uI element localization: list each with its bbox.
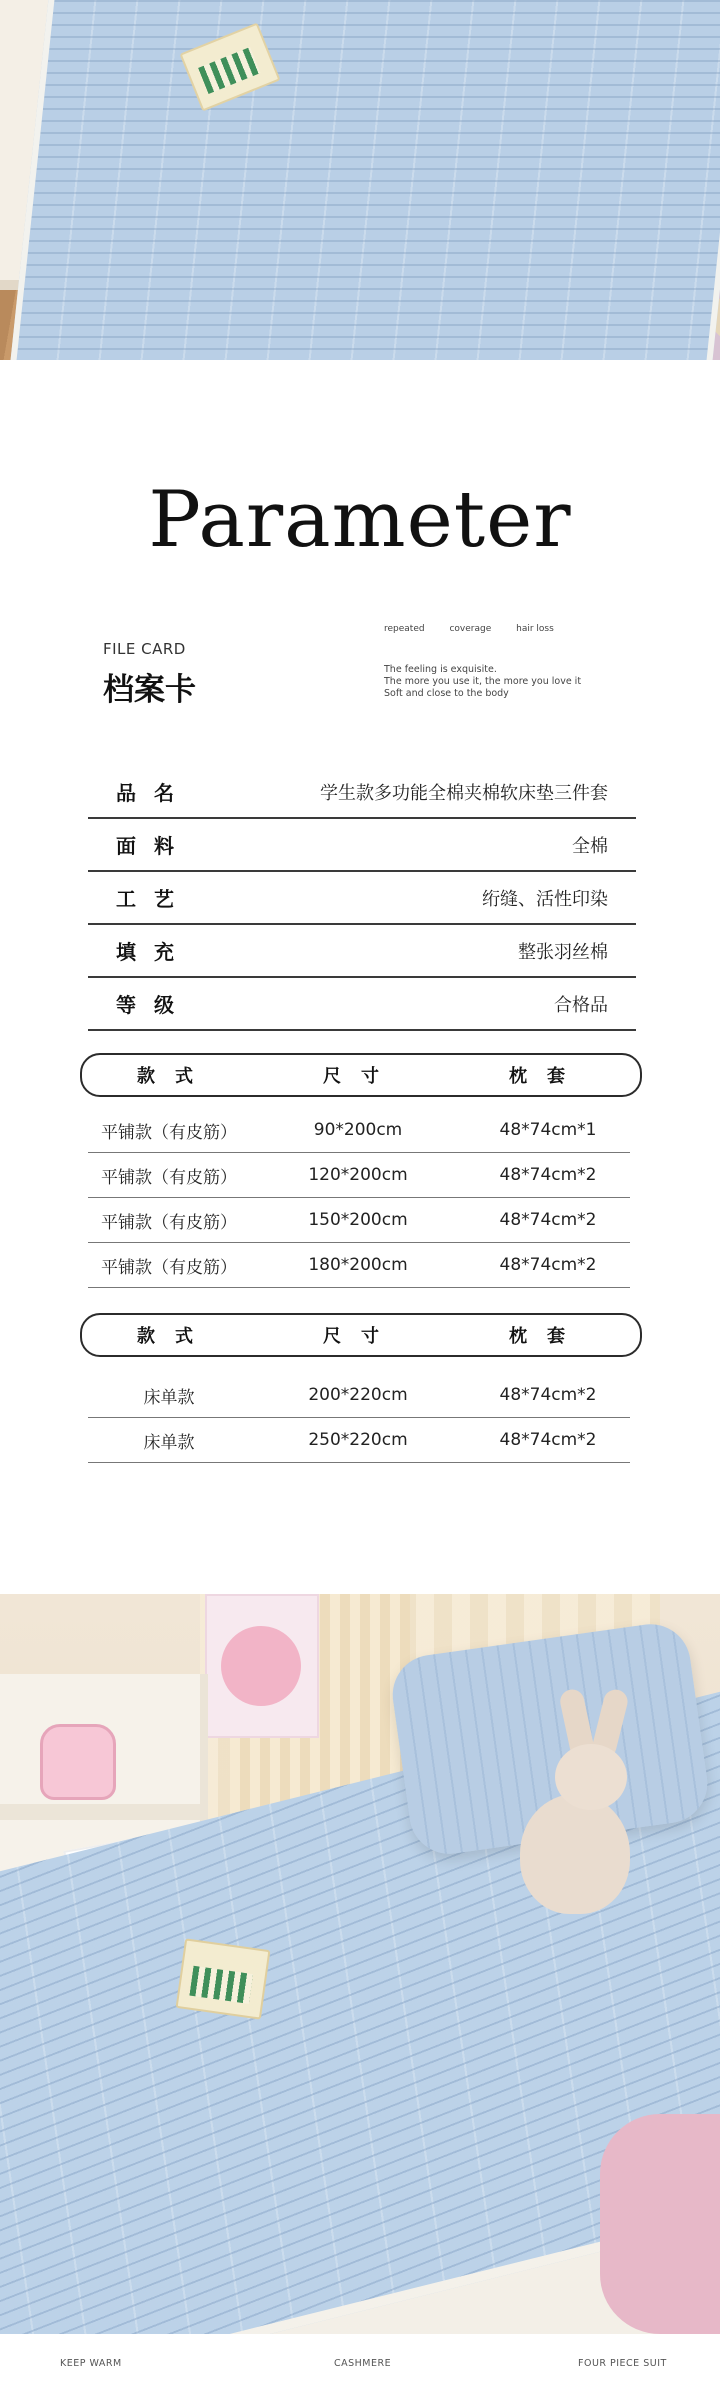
file-card-label: FILE CARD: [103, 640, 186, 658]
cell-pillowcase: 48*74cm*2: [499, 1165, 597, 1185]
info-label: 填充: [116, 940, 192, 964]
info-row-craft: [88, 872, 636, 925]
info-value: 合格品: [554, 994, 608, 1016]
size-table-header: [80, 1313, 642, 1357]
table-row: [88, 1153, 630, 1198]
footer-label: FOUR PIECE SUIT: [578, 2358, 667, 2369]
info-label: 等级: [116, 993, 192, 1017]
shelf-board: [0, 1804, 200, 1820]
info-value: 全棉: [572, 835, 608, 857]
file-card-title: 档案卡: [103, 672, 196, 708]
info-row-fabric: [88, 819, 636, 872]
info-value: 学生款多功能全棉夹棉软床垫三件套: [320, 782, 608, 804]
cell-size: 200*220cm: [308, 1385, 408, 1405]
cell-pillowcase: 48*74cm*2: [499, 1430, 597, 1450]
cell-style: 床单款: [143, 1432, 195, 1453]
blurb-text: [384, 664, 581, 700]
cell-size: 250*220cm: [308, 1430, 408, 1450]
cell-size: 90*200cm: [313, 1120, 403, 1140]
header-size: 尺寸: [323, 1066, 399, 1087]
pink-rug: [600, 2114, 720, 2334]
footer: [0, 2352, 720, 2400]
table-row: [88, 1418, 630, 1463]
bunny-plush: [520, 1794, 630, 1914]
info-value: 整张羽丝棉: [518, 941, 608, 963]
cell-pillowcase: 48*74cm*2: [499, 1255, 597, 1275]
size-table-sheet: [88, 1373, 630, 1463]
header-size: 尺寸: [323, 1326, 399, 1347]
bunny-head: [555, 1744, 627, 1810]
cell-pillowcase: 48*74cm*1: [499, 1120, 597, 1140]
cell-style: 平铺款（有皮筋）: [101, 1257, 237, 1278]
table-row: [88, 1243, 630, 1288]
cell-style: 床单款: [143, 1387, 195, 1408]
book-prop: [176, 1938, 271, 2019]
page-title: Parameter: [148, 475, 572, 565]
footer-label: CASHMERE: [334, 2358, 392, 2369]
cell-pillowcase: 48*74cm*2: [499, 1385, 597, 1405]
tag: repeated: [384, 624, 425, 634]
cell-pillowcase: 48*74cm*2: [499, 1210, 597, 1230]
product-photo-bottom: [0, 1594, 720, 2334]
info-label: 品名: [116, 781, 192, 805]
tag: hair loss: [516, 624, 554, 634]
quilted-mattress: [11, 0, 720, 360]
cell-size: 180*200cm: [308, 1255, 408, 1275]
cell-style: 平铺款（有皮筋）: [101, 1122, 237, 1143]
blurb-line: The feeling is exquisite.: [384, 664, 497, 675]
table-row: [88, 1108, 630, 1153]
footer-label: KEEP WARM: [60, 2358, 122, 2369]
cell-style: 平铺款（有皮筋）: [101, 1212, 237, 1233]
info-value: 绗缝、活性印染: [482, 888, 608, 910]
info-label: 面料: [116, 834, 192, 858]
wall-poster: [205, 1594, 319, 1738]
table-row: [88, 1198, 630, 1243]
info-row-grade: [88, 978, 636, 1031]
size-table-header: [80, 1053, 642, 1097]
product-photo-top: [0, 0, 720, 360]
info-row-name: [88, 766, 636, 819]
size-table-fitted: [88, 1108, 630, 1288]
table-row: [88, 1373, 630, 1418]
info-label: 工艺: [116, 887, 192, 911]
blurb-line: The more you use it, the more you love it: [384, 676, 582, 687]
header-style: 款式: [137, 1326, 213, 1347]
cell-style: 平铺款（有皮筋）: [101, 1167, 237, 1188]
cell-size: 120*200cm: [308, 1165, 408, 1185]
header-style: 款式: [137, 1066, 213, 1087]
pink-cup: [40, 1724, 116, 1800]
header-pillowcase: 枕套: [509, 1326, 585, 1347]
cell-size: 150*200cm: [308, 1210, 408, 1230]
tag: coverage: [449, 624, 492, 634]
tag-list: [384, 624, 576, 634]
header-pillowcase: 枕套: [509, 1066, 585, 1087]
blurb-line: Soft and close to the body: [384, 688, 509, 699]
info-table: [88, 766, 636, 1031]
info-row-filling: [88, 925, 636, 978]
